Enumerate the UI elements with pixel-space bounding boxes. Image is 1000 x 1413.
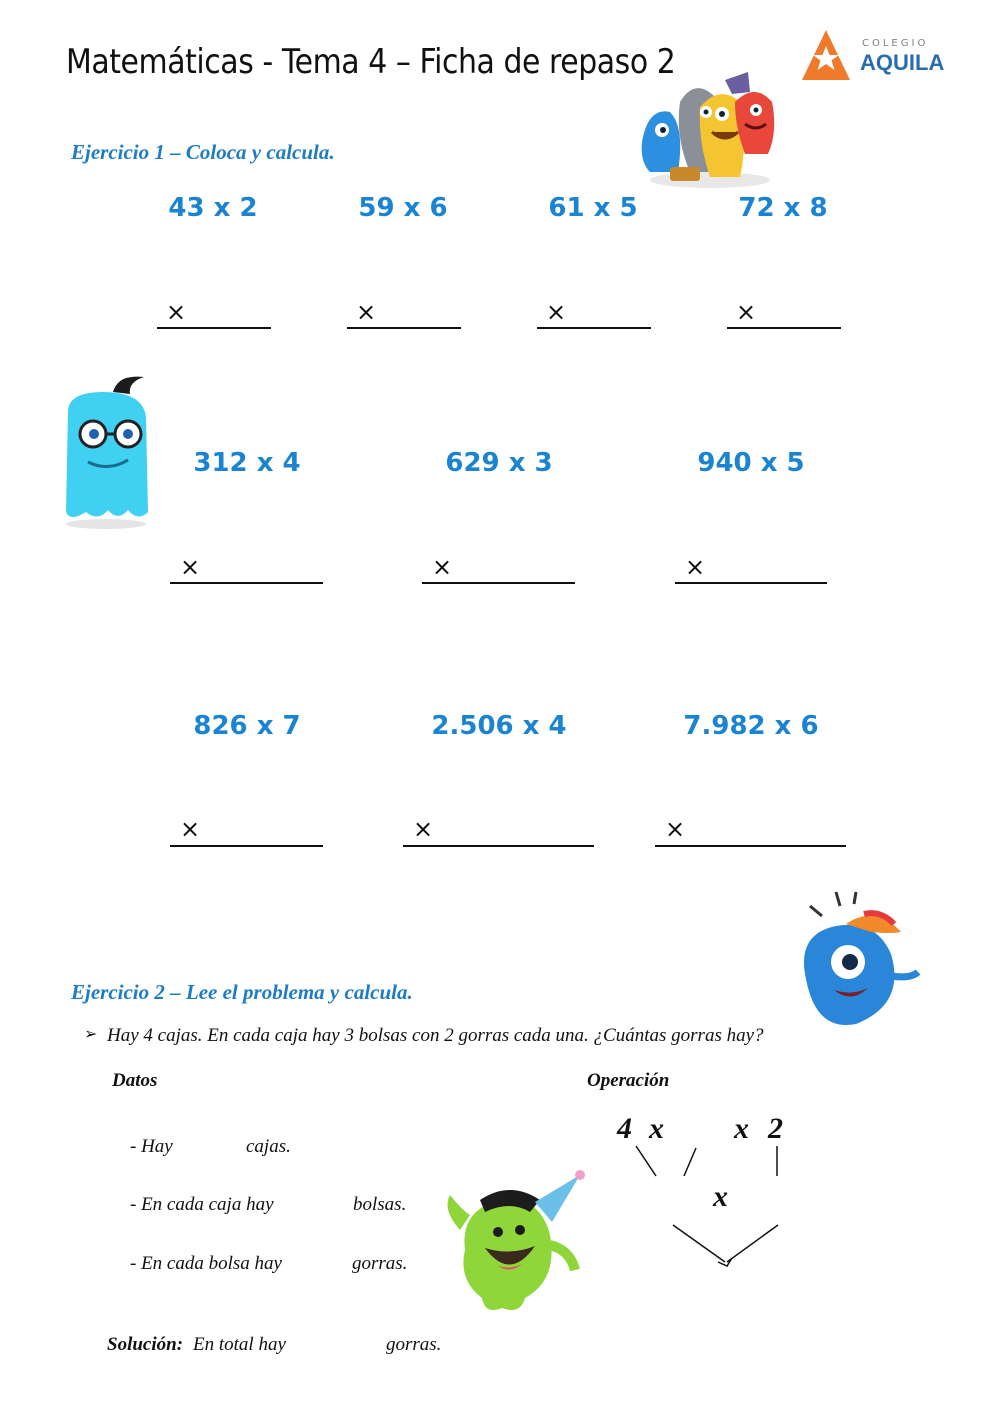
- answer-line[interactable]: [727, 327, 841, 329]
- dato-2-suffix: bolsas.: [353, 1194, 407, 1215]
- op-right-number: 2: [768, 1112, 783, 1145]
- times-sign: ×: [166, 298, 187, 326]
- page-title: Matemáticas - Tema 4 – Ficha de repaso 2: [66, 42, 676, 82]
- times-sign: ×: [546, 298, 567, 326]
- operation-9: 2.506 x 4: [431, 711, 567, 741]
- operation-2: 59 x 6: [358, 193, 448, 223]
- op-left-x: x: [649, 1112, 664, 1145]
- operation-7: 940 x 5: [697, 448, 805, 478]
- one-eyed-monster-illustration: [796, 884, 926, 1034]
- operation-5: 312 x 4: [193, 448, 301, 478]
- operation-6: 629 x 3: [445, 448, 553, 478]
- operation-4: 72 x 8: [738, 193, 828, 223]
- logo-big-text: AQUILA: [860, 50, 945, 75]
- operation-1: 43 x 2: [168, 193, 258, 223]
- answer-line[interactable]: [655, 845, 846, 847]
- dato-1-suffix: cajas.: [246, 1136, 291, 1157]
- exercise-1-heading: Ejercicio 1 – Coloca y calcula.: [71, 140, 335, 164]
- times-sign: ×: [432, 553, 453, 581]
- operation-10: 7.982 x 6: [683, 711, 819, 741]
- times-sign: ×: [685, 553, 706, 581]
- operation-8: 826 x 7: [193, 711, 301, 741]
- bullet-arrow-icon: ➢: [84, 1026, 98, 1043]
- glasses-monster-illustration: [58, 372, 158, 532]
- op-left-number: 4: [617, 1112, 632, 1145]
- times-sign: ×: [413, 815, 434, 843]
- problem-statement: Hay 4 cajas. En cada caja hay 3 bolsas con 2 gorras cada una. ¿Cuántas gorras hay?: [107, 1025, 764, 1046]
- operation-3: 61 x 5: [548, 193, 638, 223]
- monster-group-illustration: [640, 72, 780, 190]
- datos-label: Datos: [112, 1070, 158, 1091]
- answer-line[interactable]: [675, 582, 827, 584]
- solucion-suffix: gorras.: [386, 1334, 442, 1355]
- answer-line[interactable]: [157, 327, 271, 329]
- operacion-label: Operación: [587, 1070, 670, 1091]
- answer-line[interactable]: [403, 845, 594, 847]
- times-sign: ×: [736, 298, 757, 326]
- times-sign: ×: [180, 553, 201, 581]
- logo-small-text: COLEGIO: [862, 38, 929, 49]
- answer-line[interactable]: [170, 845, 323, 847]
- dato-2-prefix: - En cada caja hay: [130, 1194, 274, 1215]
- star-logo-icon: [798, 28, 858, 84]
- op-middle-x: x: [713, 1180, 728, 1213]
- dato-3-suffix: gorras.: [352, 1253, 408, 1274]
- times-sign: ×: [665, 815, 686, 843]
- answer-line[interactable]: [422, 582, 575, 584]
- dato-1-prefix: - Hay: [130, 1136, 173, 1157]
- party-monster-illustration: [440, 1170, 590, 1318]
- answer-line[interactable]: [170, 582, 323, 584]
- times-sign: ×: [180, 815, 201, 843]
- op-right-x: x: [734, 1112, 749, 1145]
- solucion-text: En total hay: [193, 1334, 286, 1355]
- dato-3-prefix: - En cada bolsa hay: [130, 1253, 282, 1274]
- answer-line[interactable]: [347, 327, 461, 329]
- times-sign: ×: [356, 298, 377, 326]
- answer-line[interactable]: [537, 327, 651, 329]
- operation-tree-lines: [600, 1140, 800, 1280]
- solucion-label: Solución:: [107, 1334, 184, 1355]
- exercise-2-heading: Ejercicio 2 – Lee el problema y calcula.: [71, 980, 413, 1004]
